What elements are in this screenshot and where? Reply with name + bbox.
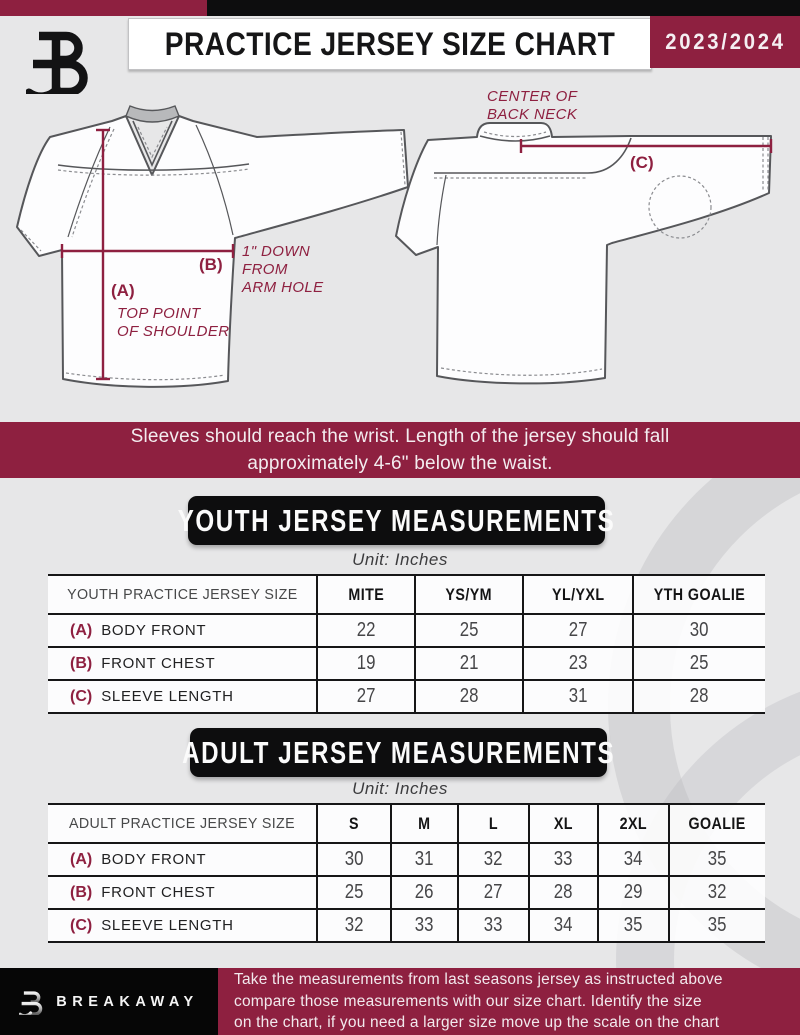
measure-label: FRONT CHEST: [101, 655, 216, 672]
column-header: GOALIE: [688, 813, 747, 833]
notice-line2: approximately 4-6" below the waist.: [247, 453, 553, 474]
size-value-cell: 26: [415, 881, 434, 903]
measure-label: BODY FRONT: [101, 622, 207, 639]
measure-key: (B): [70, 883, 93, 901]
footer-note-line3: on the chart, if you need a larger size move up the scale on the chart: [234, 1014, 720, 1032]
measure-key: (B): [70, 654, 93, 672]
column-header: L: [488, 813, 499, 833]
column-header: YOUTH PRACTICE JERSEY SIZE: [66, 585, 298, 603]
measure-label: FRONT CHEST: [101, 884, 216, 901]
note-arm-hole-line3: ARM HOLE: [242, 279, 324, 296]
size-value-cell: 25: [344, 881, 364, 903]
size-value-cell: 33: [554, 848, 573, 870]
jersey-diagrams: [0, 85, 800, 422]
measure-label: SLEEVE LENGTH: [101, 688, 234, 705]
back-jersey-diagram: [396, 88, 771, 383]
column-header: YL/YXL: [551, 584, 605, 604]
table-header-row: [48, 804, 765, 843]
footer-note-line2: compare those measurements with our size chart. Identify the size: [234, 992, 702, 1010]
column-header: S: [349, 813, 359, 833]
note-back-neck-line1: CENTER OF: [487, 88, 578, 105]
note-shoulder-line1: TOP POINT: [117, 305, 201, 322]
size-value-cell: 34: [624, 848, 643, 870]
size-value-cell: 22: [356, 619, 376, 641]
size-value-cell: 28: [554, 881, 573, 903]
label-a: (A): [111, 281, 135, 300]
size-value-cell: 29: [624, 881, 643, 903]
size-value-cell: 27: [484, 881, 503, 903]
size-value-cell: 28: [690, 685, 709, 707]
notice-line1: Sleeves should reach the wrist. Length of the jersey should fall: [130, 426, 670, 447]
footer-note-line1: Take the measurements from last seasons jersey as instructed above: [234, 971, 723, 989]
size-value-cell: 32: [484, 848, 503, 870]
footer: [0, 968, 800, 1035]
page-title-text: PRACTICE JERSEY SIZE CHART: [164, 25, 616, 62]
size-value-cell: 28: [459, 685, 479, 707]
measure-key: (C): [70, 687, 93, 705]
size-value-cell: 34: [554, 914, 573, 936]
size-value-cell: 25: [459, 619, 479, 641]
adult-unit-label: Unit: Inches: [352, 779, 448, 798]
note-arm-hole-line1: 1" DOWN: [242, 243, 311, 260]
measure-label: SLEEVE LENGTH: [101, 917, 234, 934]
label-c: (C): [630, 153, 654, 172]
table-row: [48, 843, 765, 876]
size-value-cell: 31: [415, 848, 434, 870]
footer-brand-name: BREAKAWAY: [56, 993, 199, 1010]
column-header: YS/YM: [445, 584, 493, 604]
measure-key: (A): [70, 621, 93, 639]
size-value-cell: 30: [690, 619, 709, 641]
size-value-cell: 31: [568, 685, 588, 707]
column-header: 2XL: [619, 813, 648, 833]
size-value-cell: 27: [568, 619, 588, 641]
size-value-cell: 30: [344, 848, 364, 870]
season-badge-text: 2023/2024: [664, 29, 786, 54]
table-row: [48, 876, 765, 909]
table-row: [48, 647, 765, 680]
measure-label: BODY FRONT: [101, 851, 207, 868]
column-header: ADULT PRACTICE JERSEY SIZE: [68, 814, 296, 832]
table-row: [48, 614, 765, 647]
size-value-cell: 33: [484, 914, 503, 936]
size-value-cell: 32: [344, 914, 364, 936]
adult-section-title: ADULT JERSEY MEASUREMENTS: [190, 728, 607, 777]
column-header: M: [418, 813, 431, 833]
measure-key: (A): [70, 850, 93, 868]
top-bar: [0, 0, 800, 16]
season-badge: [650, 16, 800, 68]
footer-brand: [0, 968, 218, 1035]
size-value-cell: 35: [624, 914, 643, 936]
footer-note: [218, 968, 800, 1035]
size-value-cell: 35: [708, 848, 727, 870]
page-title: [128, 18, 652, 70]
footer-logo-icon: [19, 989, 46, 1015]
table-row: [48, 680, 765, 713]
note-back-neck-line2: BACK NECK: [487, 106, 578, 123]
column-header: YTH GOALIE: [653, 584, 746, 604]
size-value-cell: 33: [415, 914, 434, 936]
note-shoulder-line2: OF SHOULDER: [117, 323, 230, 340]
column-header: MITE: [348, 584, 384, 604]
adult-size-table: [48, 803, 765, 943]
table-row: [48, 909, 765, 942]
size-value-cell: 21: [459, 652, 479, 674]
youth-unit-label: Unit: Inches: [352, 550, 448, 569]
measure-key: (C): [70, 916, 93, 934]
youth-section-title: YOUTH JERSEY MEASUREMENTS: [188, 496, 605, 545]
top-bar-accent: [0, 0, 207, 16]
size-value-cell: 35: [708, 914, 727, 936]
size-value-cell: 23: [568, 652, 588, 674]
youth-size-table: [48, 574, 765, 714]
breakaway-logo-icon: [26, 26, 98, 94]
column-header: XL: [553, 813, 574, 833]
label-b: (B): [199, 255, 223, 274]
size-value-cell: 27: [356, 685, 376, 707]
front-jersey-diagram: [17, 106, 408, 387]
notice-banner: [0, 422, 800, 478]
size-value-cell: 32: [708, 881, 727, 903]
table-header-row: [48, 575, 765, 614]
size-value-cell: 25: [690, 652, 709, 674]
size-value-cell: 19: [356, 652, 376, 674]
note-arm-hole-line2: FROM: [242, 261, 288, 278]
